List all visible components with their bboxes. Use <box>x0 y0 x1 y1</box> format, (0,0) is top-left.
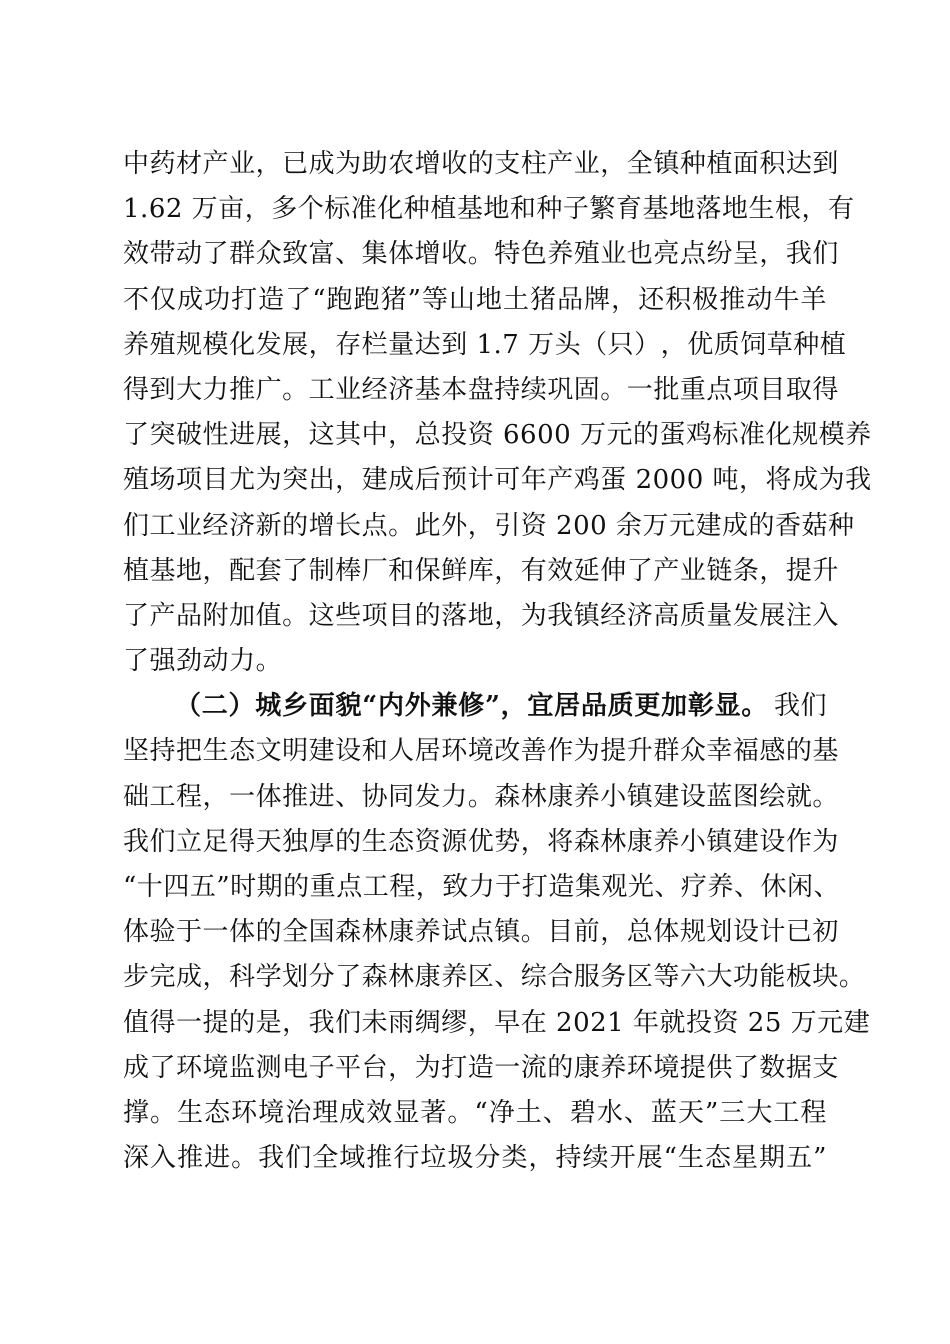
text-line: “ 十 四 五 ” 时 期 的 重 点 工 程 ， 致 力 于 打 造 集 观 光 、 疗 养 、 休 闲 、 <box>123 872 840 902</box>
text-line: 我 们 立 足 得 天 独 厚 的 生 态 资 源 优 势 ， 将 森 林 康 养 小 镇 建 设 作 为 <box>123 826 839 857</box>
text-line: 殖 场 项 目 尤 为 突 出 ， 建 成 后 预 计 可 年 产 鸡 蛋 2 0 0 0 吨 ， 将 成 为 我 <box>123 465 872 496</box>
text-line: 值 得 一 提 的 是 ， 我 们 未 雨 绸 缪 ， 早 在 2 0 2 1 年 就 投 资 2 5 万 元 建 <box>123 1007 871 1038</box>
document-body <box>123 142 872 1181</box>
text-line: 植 基 地 ， 配 套 了 制 棒 厂 和 保 鲜 库 ， 有 效 延 伸 了 产 业 链 条 ， 提 升 <box>123 555 839 586</box>
text-line: 体 验 于 一 体 的 全 国 森 林 康 养 试 点 镇 。 目 前 ， 总 体 规 划 设 计 已 初 <box>123 917 839 948</box>
section-heading-line <box>123 684 827 729</box>
text-line: 1 . 6 2 万 亩 ， 多 个 标 准 化 种 植 基 地 和 种 子 繁 育 基 地 落 地 生 根 ， 有 <box>123 194 855 225</box>
text-line: 步 完 成 ， 科 学 划 分 了 森 林 康 养 区 、 综 合 服 务 区 等 六 大 功 能 板 块 。 <box>123 962 866 993</box>
text-line: 不 仅 成 功 打 造 了 “ 跑 跑 猪 ” 等 山 地 土 猪 品 牌 ， 还 积 极 推 动 牛 羊 <box>123 284 827 315</box>
text-line: 撑 。 生 态 环 境 治 理 成 效 显 著 。 “ 净 土 、 碧 水 、 蓝 天 ” 三 大 工 程 <box>123 1097 827 1128</box>
text-line: 得 到 大 力 推 广 。 工 业 经 济 基 本 盘 持 续 巩 固 。 一 批 重 点 项 目 取 得 <box>123 374 839 405</box>
text-line: 础 工 程 ， 一 体 推 进 、 协 同 发 力 。 森 林 康 养 小 镇 建 设 蓝 图 绘 就 。 <box>123 781 839 812</box>
text-line: 了 产 品 附 加 值 。 这 些 项 目 的 落 地 ， 为 我 镇 经 济 高 质 量 发 展 注 入 <box>123 600 839 631</box>
section-heading: （ 二 ） 城 乡 面 貌 “ 内 外 兼 修 ” ， 宜 居 品 质 更 加 彰 显 。 <box>175 691 768 722</box>
text-line: 效 带 动 了 群 众 致 富 、 集 体 增 收 。 特 色 养 殖 业 也 亮 点 纷 呈 ， 我 们 <box>123 239 839 270</box>
text-line: 中 药 材 产 业 ， 已 成 为 助 农 增 收 的 支 柱 产 业 ， 全 镇 种 植 面 积 达 到 <box>123 149 839 179</box>
text-line: 们 工 业 经 济 新 的 增 长 点 。 此 外 ， 引 资 2 0 0 余 万 元 建 成 的 香 菇 种 <box>123 510 855 541</box>
text-line: 成 了 环 境 监 测 电 子 平 台 ， 为 打 造 一 流 的 康 养 环 境 提 供 了 数 据 支 <box>123 1052 839 1083</box>
text-line: 了 突 破 性 进 展 ， 这 其 中 ， 总 投 资 6 6 0 0 万 元 的 蛋 鸡 标 准 化 规 模 养 <box>123 420 872 451</box>
text-line: 坚 持 把 生 态 文 明 建 设 和 人 居 环 境 改 善 作 为 提 升 群 众 幸 福 感 的 基 <box>123 736 839 767</box>
text-line: 了 强 劲 动 力 。 <box>123 646 283 677</box>
text-line: 养 殖 规 模 化 发 展 ， 存 栏 量 达 到 1 . 7 万 头 （ 只 ） ， 优 质 饲 草 种 植 <box>123 329 847 360</box>
heading-tail-text: 我 们 <box>773 691 827 722</box>
text-line: 深 入 推 进 。 我 们 全 域 推 行 垃 圾 分 类 ， 持 续 开 展 “ 生 态 星 期 五 ” <box>123 1143 827 1174</box>
